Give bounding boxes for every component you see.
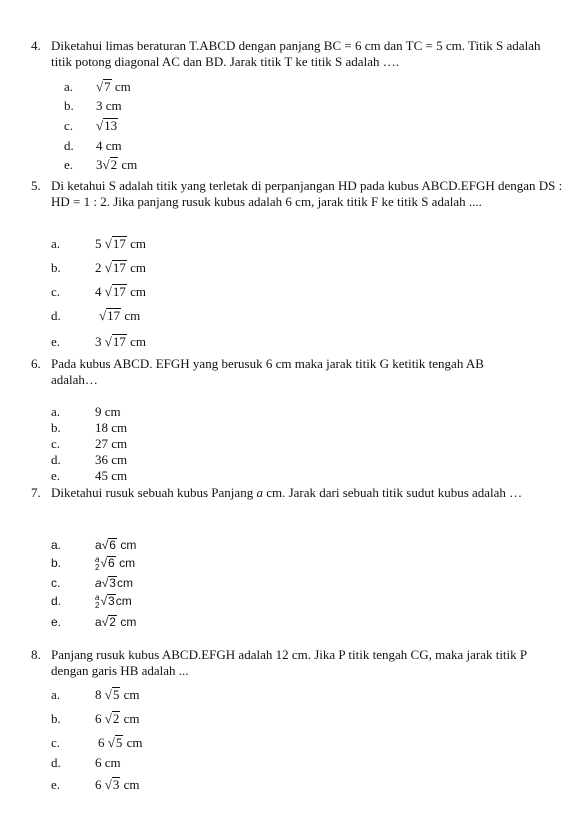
question-5: [31, 178, 563, 210]
option-letter: e.: [64, 157, 74, 172]
option-value: 6 √5 cm: [98, 735, 143, 750]
option-letter: e.: [51, 777, 61, 792]
option-letter: d.: [51, 594, 62, 608]
option-value: a√6 cm: [95, 538, 137, 552]
fraction: a 2: [95, 554, 100, 572]
option-letter: c.: [64, 118, 74, 133]
option-value: 3 cm: [96, 98, 122, 113]
option-value: 18 cm: [95, 420, 128, 435]
option-value: 9 cm: [95, 404, 121, 419]
option-letter: b.: [51, 420, 61, 435]
option-value: a√3cm: [95, 576, 133, 590]
option-letter: d.: [51, 308, 61, 323]
option-value: a 2 √6 cm: [95, 554, 136, 572]
option-letter: a.: [64, 79, 74, 94]
question-7: [31, 485, 563, 501]
option-letter: b.: [51, 711, 61, 726]
option-value: 3√2 cm: [96, 157, 138, 172]
question-text: Panjang rusuk kubus ABCD.EFGH adalah 12 cm. Jika P titik tengah CG, maka jarak titik P dengan garis HB adalah ...: [51, 647, 527, 678]
option-value: 6 cm: [95, 755, 121, 770]
option-value: 4 cm: [96, 138, 122, 153]
option-letter: a.: [51, 236, 61, 251]
question-text: Pada kubus ABCD. EFGH yang berusuk 6 cm maka jarak titik G ketitik tengah AB adalah…: [51, 356, 484, 387]
question-4: [31, 38, 563, 70]
option-value: 8 √5 cm: [95, 687, 140, 702]
option-letter: b.: [51, 260, 61, 275]
option-value: 6 √3 cm: [95, 777, 140, 792]
option-letter: c.: [51, 284, 61, 299]
question-number: 7.: [31, 485, 41, 500]
question-8: [31, 647, 563, 679]
fraction: a 2: [95, 592, 100, 610]
option-letter: d.: [51, 452, 61, 467]
option-letter: b.: [64, 98, 74, 113]
option-letter: e.: [51, 468, 61, 483]
option-letter: a.: [51, 404, 61, 419]
option-value: 2 √17 cm: [95, 260, 147, 275]
option-letter: e.: [51, 615, 62, 629]
option-value: 6 √2 cm: [95, 711, 140, 726]
question-number: 4.: [31, 38, 41, 53]
option-value: 27 cm: [95, 436, 128, 451]
option-value: a√2 cm: [95, 615, 137, 629]
option-letter: e.: [51, 334, 61, 349]
option-value: √7 cm: [96, 79, 131, 94]
question-number: 5.: [31, 178, 41, 193]
question-text: Diketahui limas beraturan T.ABCD dengan panjang BC = 6 cm dan TC = 5 cm. Titik S adalah titik potong diagonal AC dan BD. Jarak titik T ke titik S adalah ….: [51, 38, 541, 69]
option-value: √17 cm: [99, 308, 141, 323]
option-value: 36 cm: [95, 452, 128, 467]
option-letter: c.: [51, 576, 61, 590]
option-letter: d.: [51, 755, 61, 770]
option-value: a 2 √3cm: [95, 592, 132, 610]
option-letter: c.: [51, 735, 61, 750]
question-number: 6.: [31, 356, 41, 371]
option-letter: d.: [64, 138, 74, 153]
option-value: √13: [96, 118, 118, 133]
question-number: 8.: [31, 647, 41, 662]
question-text: Di ketahui S adalah titik yang terletak di perpanjangan HD pada kubus ABCD.EFGH dengan DS : HD = 1 : 2. Jika panjang rusuk kubus adalah 6 cm, jarak titik F ke titik S adalah ....: [51, 178, 563, 209]
option-value: 4 √17 cm: [95, 284, 147, 299]
option-value: 5 √17 cm: [95, 236, 147, 251]
option-letter: c.: [51, 436, 61, 451]
question-text: Diketahui rusuk sebuah kubus Panjang a cm. Jarak dari sebuah titik sudut kubus adalah …: [51, 485, 523, 500]
option-letter: a.: [51, 538, 62, 552]
option-value: 45 cm: [95, 468, 128, 483]
option-value: 3 √17 cm: [95, 334, 147, 349]
question-6: [31, 356, 563, 388]
option-letter: b.: [51, 556, 62, 570]
option-letter: a.: [51, 687, 61, 702]
